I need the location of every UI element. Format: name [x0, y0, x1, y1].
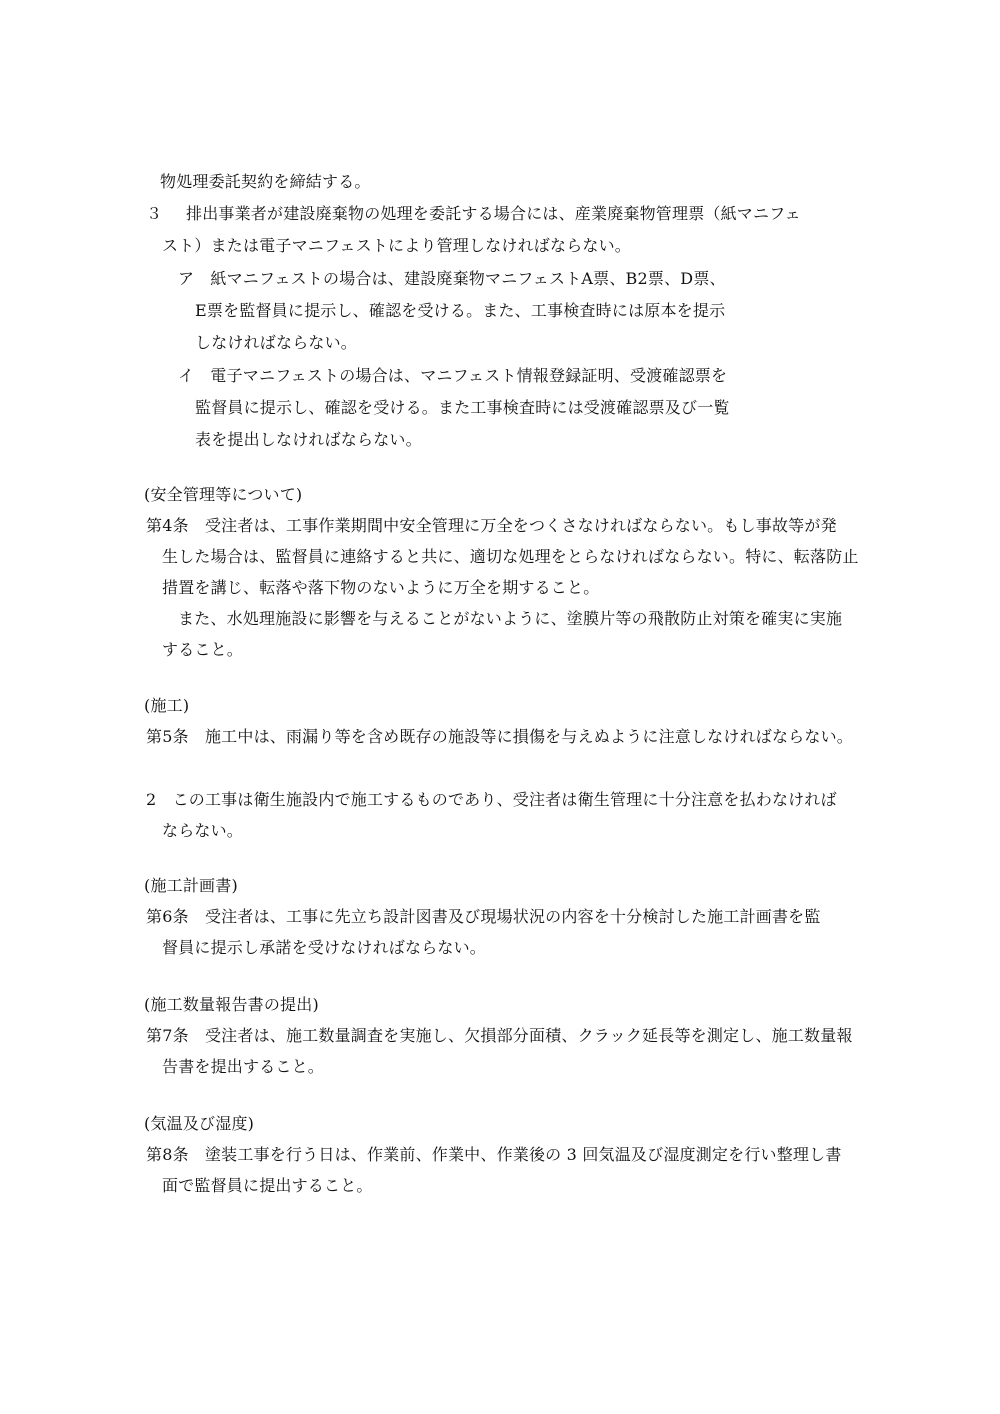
article5-heading: (施工)	[144, 696, 190, 715]
item-i-line-3: 表を提出しなければならない。	[195, 430, 422, 449]
article8-line-1: 第8条 塗装工事を行う日は、作業前、作業中、作業後の 3 回気温及び湿度測定を行い整理し書	[146, 1145, 842, 1164]
article4-line-5: すること。	[162, 640, 244, 659]
item3-number: ３	[146, 204, 163, 223]
article6-line-2: 督員に提示し承諾を受けなければならない。	[162, 938, 487, 957]
article8-line-2: 面で監督員に提出すること。	[162, 1176, 373, 1195]
article5-para2-line-2: ならない。	[162, 821, 244, 840]
article5-line-1: 第5条 施工中は、雨漏り等を含め既存の施設等に損傷を与えぬように注意しなければならない。	[146, 727, 853, 746]
article4-line-1: 第4条 受注者は、工事作業期間中安全管理に万全をつくさなければならない。もし事故等が発	[146, 516, 837, 535]
item3-line-1: 排出事業者が建設廃棄物の処理を委託する場合には、産業廃棄物管理票（紙マニフェ	[186, 204, 801, 223]
article6-line-1: 第6条 受注者は、工事に先立ち設計図書及び現場状況の内容を十分検討した施工計画書を監	[146, 907, 821, 926]
article6-heading: (施工計画書)	[144, 876, 238, 895]
item-a-line-3: しなければならない。	[195, 333, 358, 352]
article4-line-2: 生した場合は、監督員に連絡すると共に、適切な処理をとらなければならない。特に、転落防止	[162, 547, 859, 566]
waste-cont-line: 物処理委託契約を締結する。	[160, 172, 371, 191]
article4-heading: (安全管理等について)	[144, 485, 303, 504]
article7-line-1: 第7条 受注者は、施工数量調査を実施し、欠損部分面積、クラック延長等を測定し、施工数量報	[146, 1026, 853, 1045]
item-i-line-2: 監督員に提示し、確認を受ける。また工事検査時には受渡確認票及び一覧	[195, 398, 730, 417]
item-a-line-1: ア 紙マニフェストの場合は、建設廃棄物マニフェストA票、B2票、D票、	[178, 269, 726, 288]
article7-line-2: 告書を提出すること。	[162, 1057, 325, 1076]
item3-line-2: スト）または電子マニフェストにより管理しなければならない。	[162, 236, 632, 255]
article7-heading: (施工数量報告書の提出)	[144, 995, 319, 1014]
article8-heading: (気温及び湿度)	[144, 1114, 255, 1133]
article4-line-4: また、水処理施設に影響を与えることがないように、塗膜片等の飛散防止対策を確実に実施	[178, 609, 843, 628]
article5-para2-line-1: 2 この工事は衛生施設内で施工するものであり、受注者は衛生管理に十分注意を払わなければ	[146, 790, 837, 809]
item-a-line-2: E票を監督員に提示し、確認を受ける。また、工事検査時には原本を提示	[195, 301, 726, 320]
article4-line-3: 措置を講じ、転落や落下物のないように万全を期すること。	[162, 578, 600, 597]
item-i-line-1: イ 電子マニフェストの場合は、マニフェスト情報登録証明、受渡確認票を	[178, 366, 728, 385]
